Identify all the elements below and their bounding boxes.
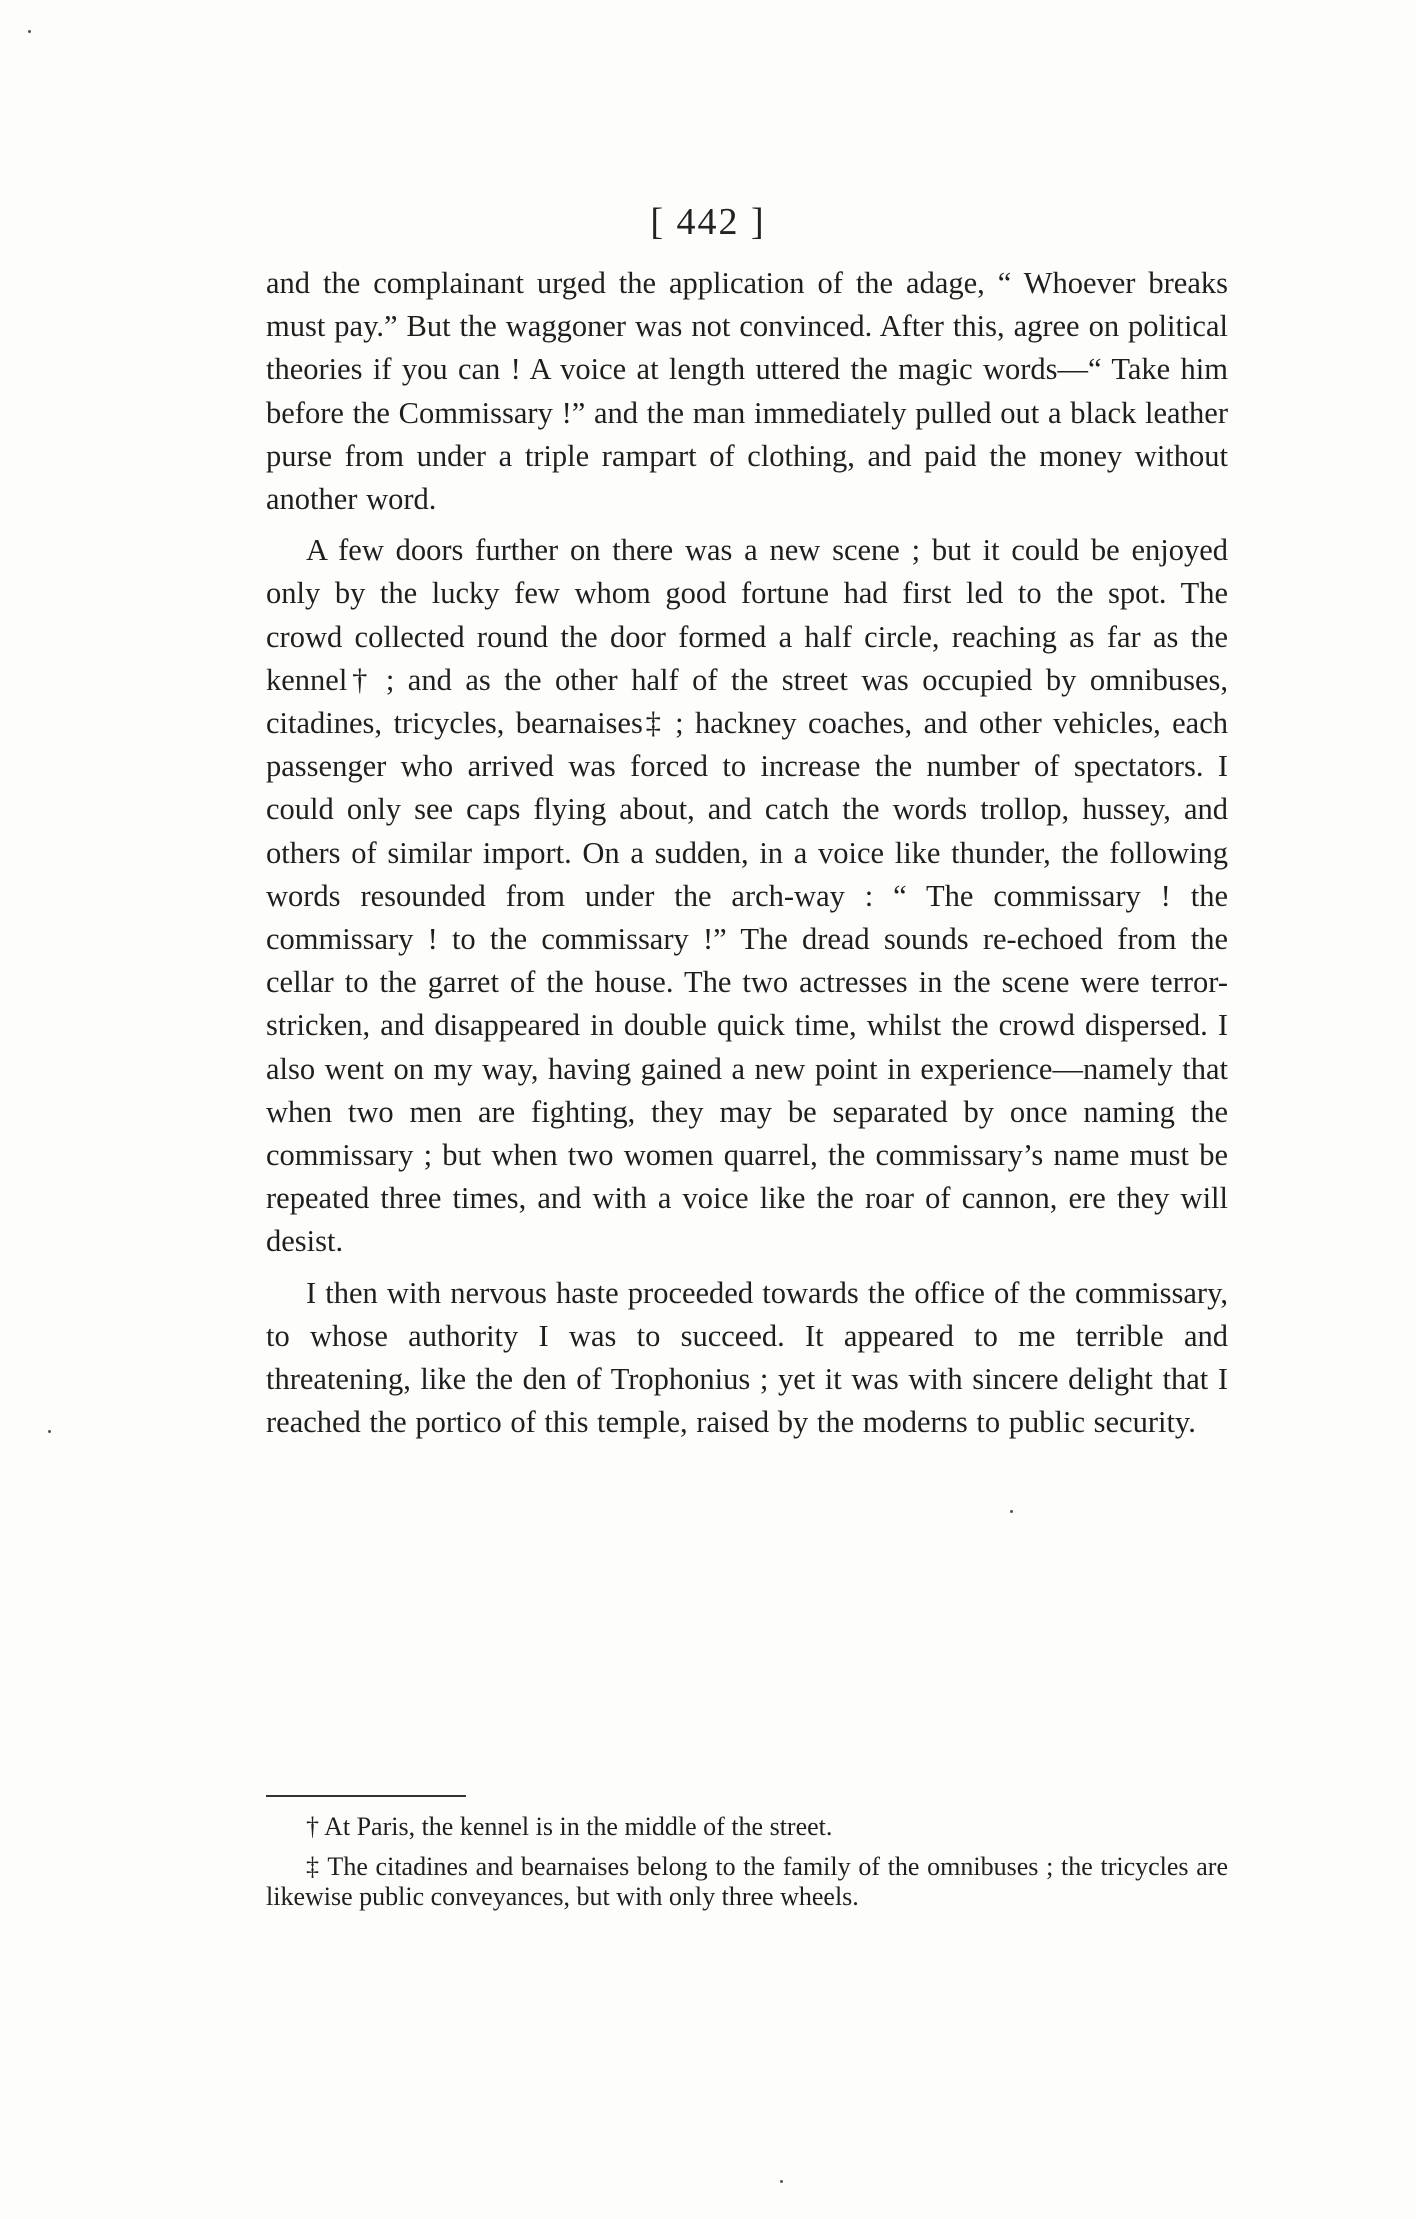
footnotes xyxy=(266,1812,1228,1912)
paragraph-commissary-office: I then with nervous haste proceeded towards the office of the commissary, to whose authority I was to succeed. It appeared to me terrible and threatening, like the den of Trophonius ; yet it was with sincere delight that I reached the portico of this temple, raised by the moderns to public security. xyxy=(266,1275,1228,1440)
paragraph-new-scene: A few doors further on there was a new scene ; but it could be enjoyed only by the lucky few whom good fortune had first led to the spot. The crowd collected round the door formed a half circle, reaching as far as the kennel† ; and as the other half of the street was occupied by omnibuses, citadines, tricycles, bearnaises‡ ; hackney coaches, and other vehicles, each passenger who arrived was forced to increase the number of spectators. I could only see caps flying about, and catch the words trollop, hussey, and others of similar import. On a sudden, in a voice like thunder, the following words resounded from under the arch-way : “ The commissary ! the commissary ! to the commissary !” The dread sounds re-echoed from the cellar to the garret of the house. The two actresses in the scene were terror-stricken, and disappeared in double quick time, whilst the crowd dispersed. I also went on my way, having gained a new point in experience—namely that when two men are fighting, they may be separated by once naming the commissary ; but when two women quarrel, the commissary’s name must be repeated three times, and with a voice like the roar of cannon, ere they will desist. xyxy=(266,533,1228,1259)
body-text xyxy=(266,262,1228,1444)
footnote-double-dagger: ‡ The citadines and bearnaises belong to the family of the omnibuses ; the tricycles are likewise public conveyances, but with only three wheels. xyxy=(266,1852,1228,1911)
footnote-dagger: † At Paris, the kennel is in the middle of the street. xyxy=(306,1812,833,1841)
scan-speck xyxy=(1010,1510,1013,1513)
paragraph-continued: and the complainant urged the application of the adage, “ Whoever breaks must pay.” But the waggoner was not convinced. After this, agree on political theories if you can ! A voice at length uttered the magic words—“ Take him before the Commissary !” and the man immediately pulled out a black leather purse from under a triple rampart of clothing, and paid the money without another word. xyxy=(266,266,1228,517)
scan-speck xyxy=(780,2180,783,2183)
scan-speck xyxy=(48,1430,51,1433)
page-number: [ 442 ] xyxy=(650,201,766,243)
footnote-divider xyxy=(266,1795,466,1797)
scan-speck xyxy=(28,30,31,33)
